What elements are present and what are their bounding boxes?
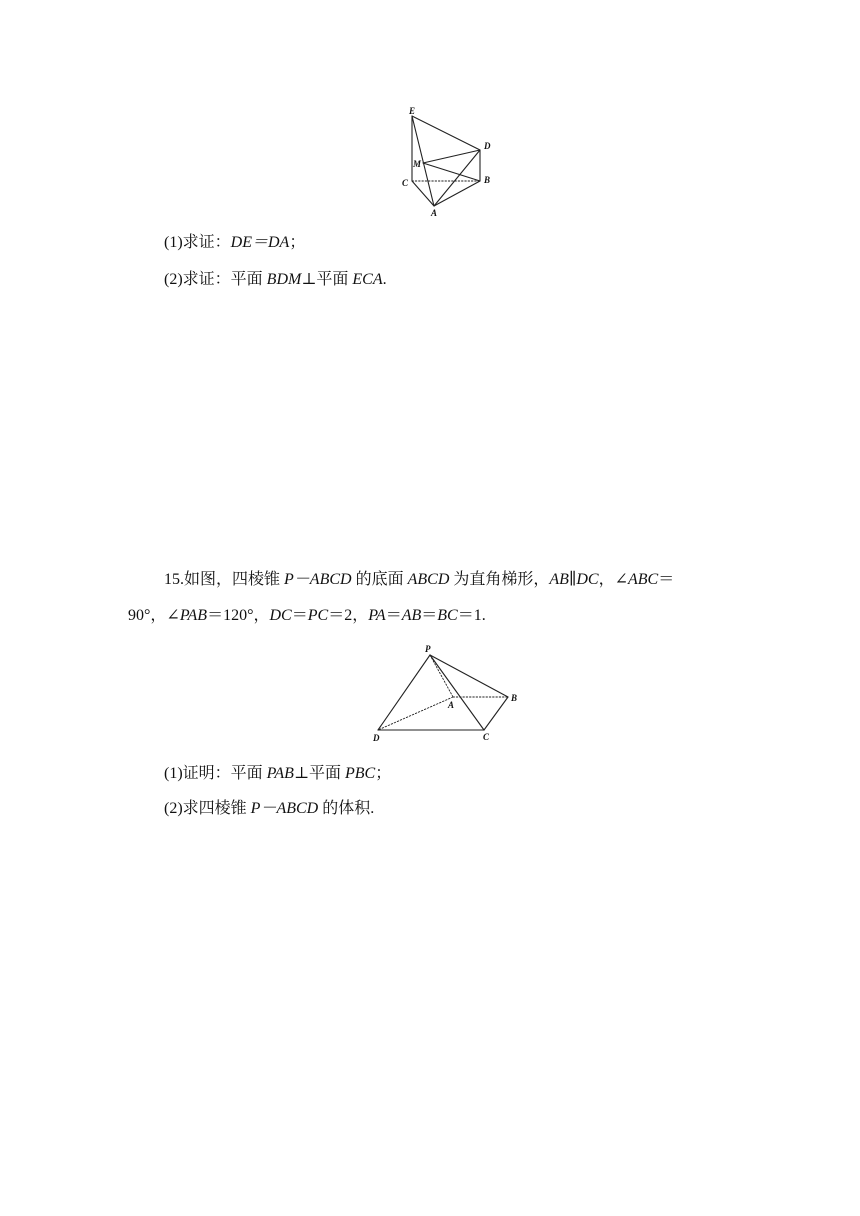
- part1-expr: DE＝DA: [230, 234, 290, 251]
- segment-name: PA: [368, 607, 386, 624]
- label-B: B: [484, 175, 491, 185]
- figure-15-diagram: [368, 640, 528, 746]
- part1-suffix: ；: [289, 234, 306, 251]
- edge-AB: [434, 181, 480, 206]
- part2-prefix: (2)求证：平面: [164, 271, 267, 288]
- text-segment: ＝: [421, 607, 438, 624]
- problem15-statement-line1: [164, 570, 674, 590]
- part1-prefix: (1)求证：: [164, 234, 231, 251]
- part2-mid: ⊥平面: [301, 271, 353, 288]
- edge-ED: [412, 116, 480, 150]
- part1-prefix: (1)证明：平面: [164, 765, 267, 782]
- part1-suffix: ；: [375, 765, 392, 782]
- label-A: A: [431, 208, 438, 218]
- segment-name: BC: [437, 607, 458, 624]
- part2-suffix: 的体积.: [318, 800, 375, 817]
- problem15-statement-line2: [128, 606, 486, 626]
- problem15-part2: [164, 799, 374, 819]
- text-segment: ＝: [385, 607, 402, 624]
- label-D: D: [373, 733, 380, 743]
- figure-15: [368, 640, 528, 746]
- text-segment: ＝: [291, 607, 308, 624]
- parallel-relation: AB∥DC: [549, 571, 599, 588]
- label-M: M: [413, 159, 422, 169]
- segment-name: DC: [269, 607, 292, 624]
- figure-14: [395, 102, 505, 220]
- label-E: E: [409, 106, 416, 116]
- text-segment: ＝: [658, 571, 675, 588]
- edge-PC: [430, 655, 484, 730]
- edge-CB: [484, 697, 508, 730]
- part2-plane1: BDM: [266, 271, 302, 288]
- part2-plane2: ECA: [352, 271, 383, 288]
- edge-MB: [423, 163, 480, 181]
- base-name: ABCD: [407, 571, 450, 588]
- text-segment: ＝120°，: [207, 607, 270, 624]
- part2-expr: P－ABCD: [250, 800, 319, 817]
- label-P: P: [425, 644, 431, 654]
- label-A: A: [448, 700, 455, 710]
- figure-14-diagram: [395, 102, 505, 220]
- pyramid-name: P－ABCD: [284, 571, 352, 588]
- angle-name: PAB: [179, 607, 208, 624]
- segment-name: AB: [401, 607, 422, 624]
- problem15-part1: [164, 764, 391, 784]
- label-D: D: [484, 141, 491, 151]
- part2-prefix: (2)求四棱锥: [164, 800, 251, 817]
- part1-plane1: PAB: [266, 765, 294, 782]
- text-segment: 为直角梯形，: [449, 571, 550, 588]
- label-C: C: [483, 732, 490, 742]
- part1-plane2: PBC: [345, 765, 376, 782]
- text-segment: 的底面: [351, 571, 408, 588]
- label-B: B: [511, 693, 518, 703]
- problem14-part1: [164, 233, 305, 253]
- text-segment: ＝2，: [328, 607, 369, 624]
- text-segment: 15.如图，四棱锥: [164, 571, 285, 588]
- segment-name: PC: [307, 607, 329, 624]
- angle-name: ABC: [627, 571, 659, 588]
- part2-suffix: .: [382, 271, 387, 288]
- text-segment: ，∠: [598, 571, 628, 588]
- problem14-part2: [164, 270, 387, 290]
- label-C: C: [402, 178, 409, 188]
- text-segment: ＝1.: [457, 607, 486, 624]
- part1-mid: ⊥平面: [293, 765, 345, 782]
- text-segment: 90°，∠: [128, 607, 180, 624]
